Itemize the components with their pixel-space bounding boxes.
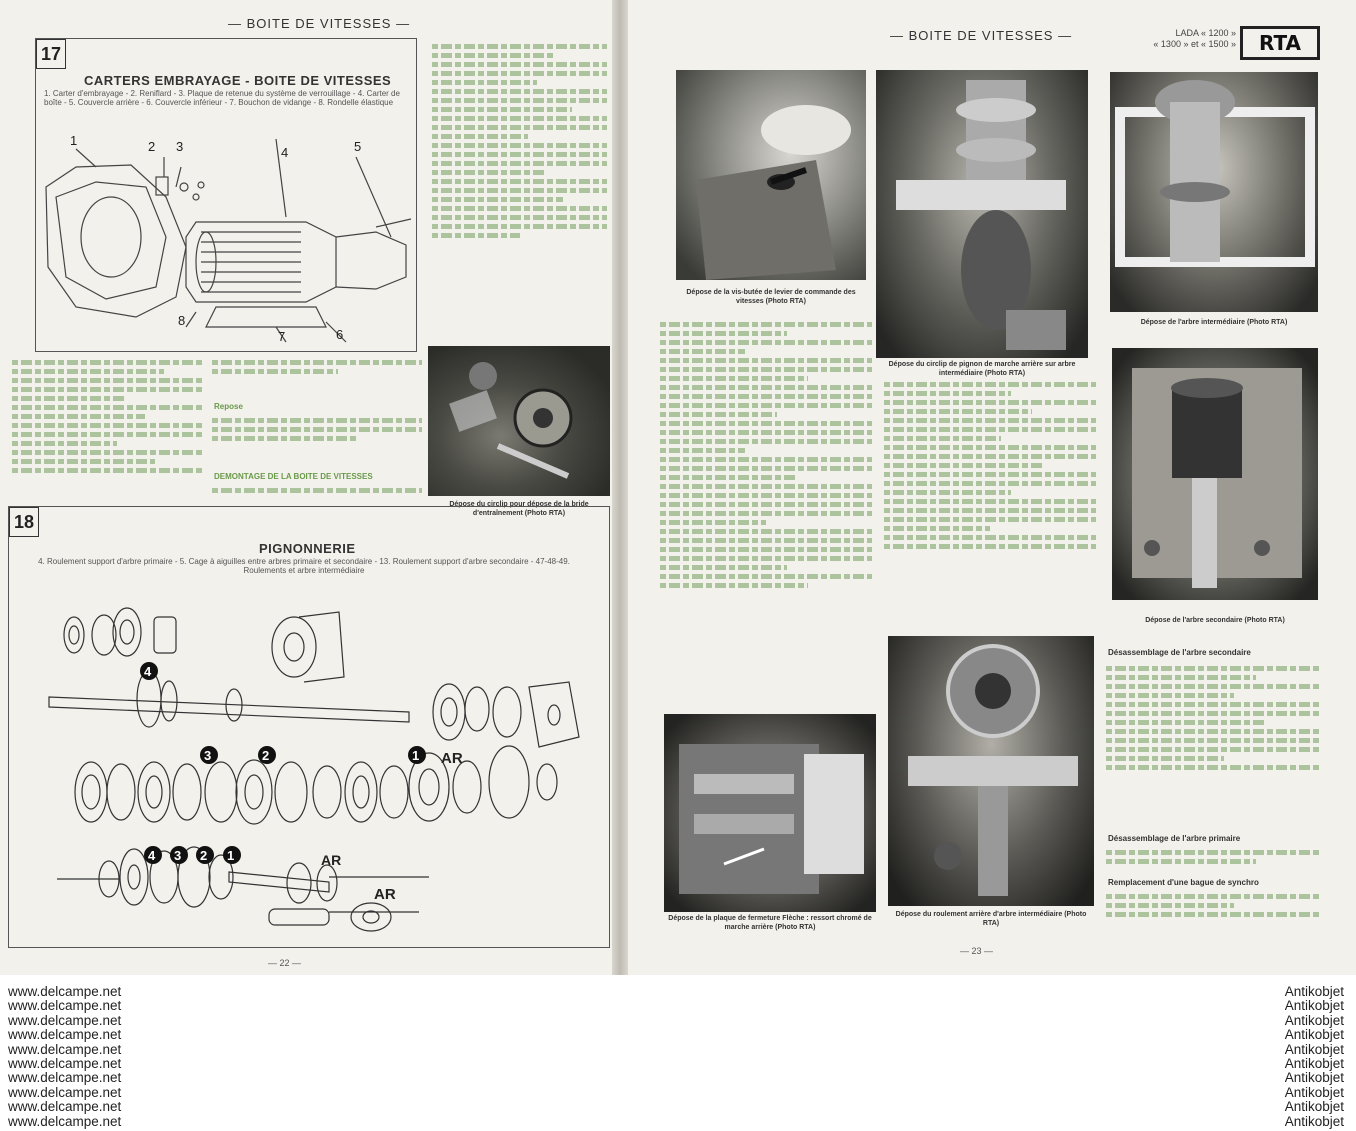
photo-reverse-gear-circlip — [876, 70, 1088, 358]
brand-line-1: LADA « 1200 » — [1175, 28, 1236, 38]
footer-left-line: www.delcampe.net — [8, 1027, 122, 1043]
left-page-number: — 22 — — [268, 958, 302, 968]
photo-closing-plate — [664, 714, 876, 912]
section-18-number: 18 — [9, 507, 39, 537]
photo-circlip-flange — [428, 346, 610, 496]
text-column-right-1 — [660, 318, 872, 698]
caption-reverse-gear-circlip: Dépose du circlip de pignon de marche arrière sur arbre intermédiaire (Photo RTA) — [888, 361, 1076, 377]
rear-cover-shape — [336, 232, 406, 289]
text-repose — [212, 414, 422, 454]
text-column-upper-right — [432, 40, 607, 340]
section-18-legend — [19, 557, 589, 587]
marker-4-bottom: 4 — [148, 848, 156, 863]
marker-1-mid: 1 — [412, 748, 420, 763]
callout-5: 5 — [354, 139, 362, 154]
marker-3-bottom: 3 — [174, 848, 182, 863]
section-18-box — [8, 506, 610, 948]
footer-delcampe-list — [8, 985, 121, 1129]
footer-left-line: www.delcampe.net — [8, 1012, 122, 1028]
section-17-legend — [44, 89, 409, 125]
footer-left-line: www.delcampe.net — [8, 1041, 122, 1057]
footer-right-line: Antikobjet — [1284, 1113, 1344, 1129]
footer-right-line: Antikobjet — [1284, 1041, 1344, 1057]
footer-left-line: www.delcampe.net — [8, 1055, 122, 1071]
left-page — [0, 0, 612, 975]
left-page-header: — BOITE DE VITESSES — — [228, 16, 411, 31]
footer-left-line: www.delcampe.net — [8, 1070, 122, 1086]
callout-7: 7 — [278, 329, 286, 344]
photo-mainshaft — [1112, 348, 1318, 600]
marker-4-top: 4 — [144, 664, 152, 679]
footer-right-line: Antikobjet — [1284, 1055, 1344, 1071]
secondary-shaft-gears — [75, 746, 557, 824]
footer-right-line: Antikobjet — [1284, 984, 1344, 999]
callout-1: 1 — [70, 133, 78, 148]
brand-line-2: « 1300 » et « 1500 » — [1153, 39, 1236, 49]
text-column-right-3c — [1106, 890, 1320, 930]
caption-photo-circlip-flange: Dépose du circlip pour dépose de la bride d'entraînement (Photo RTA) — [449, 501, 589, 517]
binding-gutter — [612, 0, 628, 975]
section-17-number: 17 — [36, 39, 66, 69]
gearbox-casing-exploded-diagram — [36, 127, 416, 349]
caption-closing-plate: Dépose de la plaque de fermeture Flèche : ressort chromé de marche arrière (Photo RTA) — [668, 915, 872, 931]
marker-1-bottom: 1 — [227, 848, 235, 863]
section-17-title: CARTERS EMBRAYAGE - BOITE DE VITESSES — [84, 73, 392, 88]
right-page-number: — 23 — — [960, 946, 994, 956]
marker-ar-mid: AR — [441, 750, 463, 767]
text-demontage — [212, 484, 422, 504]
footer-right-line: Antikobjet — [1284, 1012, 1344, 1028]
section-17-box — [35, 38, 417, 352]
footer-right-line: Antikobjet — [1284, 1027, 1344, 1043]
footer-right-line: Antikobjet — [1284, 1084, 1344, 1100]
repose-heading: Repose — [214, 402, 243, 411]
callout-4: 4 — [281, 145, 289, 160]
footer-left-line: www.delcampe.net — [8, 1113, 122, 1129]
section-18-legend-text: 4. Roulement support d'arbre primaire - 5. Cage à aiguilles entre arbres primaire et secondaire - 13. Roulement support d'arbre secondaire - 47-48-49. Roulements et arbre intermédiaire — [38, 557, 570, 575]
text-column-right-3b — [1106, 846, 1320, 874]
caption-countershaft-rear-bearing: Dépose du roulement arrière d'arbre intermédiaire (Photo RTA) — [895, 911, 1087, 927]
demontage-heading: DEMONTAGE DE LA BOITE DE VITESSES — [214, 472, 373, 481]
caption-mainshaft: Dépose de l'arbre secondaire (Photo RTA) — [1145, 617, 1285, 624]
text-column-bottom-left — [12, 356, 202, 506]
marker-2-mid: 2 — [262, 748, 270, 763]
text-column-right-3a — [1106, 662, 1320, 822]
photo-countershaft — [1110, 72, 1318, 312]
callout-3: 3 — [176, 139, 184, 154]
footer-left-line: www.delcampe.net — [8, 1099, 122, 1115]
text-bottom-mid — [212, 356, 422, 376]
marker-ar-lower: AR — [374, 886, 396, 903]
rta-logo: RTA — [1240, 26, 1320, 60]
footer-right-line: Antikobjet — [1284, 1099, 1344, 1115]
section-17-legend-text: 1. Carter d'embrayage - 2. Reniflard - 3. Plaque de retenue du système de verrouillage - 4. Carter de boîte - 5. Couvercle arrière - 6. Couvercle inférieur - 7. Bouchon de vidange - 8. Rondelle élastique — [44, 89, 400, 107]
footer-left-line: www.delcampe.net — [8, 998, 122, 1014]
lower-cover-shape — [206, 307, 326, 327]
text-column-right-2 — [884, 378, 1096, 628]
marker-3-mid: 3 — [204, 748, 212, 763]
right-page-header: — BOITE DE VITESSES — — [890, 28, 1073, 43]
section-18-title: PIGNONNERIE — [259, 541, 356, 556]
heading-desassemblage-secondaire: Désassemblage de l'arbre secondaire — [1108, 648, 1251, 657]
marker-ar-bottom: AR — [321, 852, 342, 868]
heading-desassemblage-primaire: Désassemblage de l'arbre primaire — [1108, 834, 1241, 843]
brand-model-label — [1150, 28, 1236, 50]
heading-remplacement-synchro: Remplacement d'une bague de synchro — [1108, 878, 1259, 887]
footer-right-line: Antikobjet — [1284, 998, 1344, 1014]
footer-left-line: www.delcampe.net — [8, 984, 122, 999]
marker-2-bottom: 2 — [200, 848, 208, 863]
photo-countershaft-rear-bearing — [888, 636, 1094, 906]
callout-2: 2 — [148, 139, 156, 154]
footer-left-line: www.delcampe.net — [8, 1084, 122, 1100]
footer-antikobjet-list — [1285, 985, 1344, 1129]
callout-8: 8 — [178, 313, 186, 328]
caption-countershaft: Dépose de l'arbre intermédiaire (Photo RTA) — [1140, 319, 1288, 326]
gear-train-exploded-diagram — [9, 587, 609, 942]
caption-shift-lever-screw: Dépose de la vis-butée de levier de commande des vitesses (Photo RTA) — [686, 289, 856, 305]
callout-6: 6 — [336, 327, 344, 342]
footer-right-line: Antikobjet — [1284, 1070, 1344, 1086]
photo-shift-lever-screw — [676, 70, 866, 280]
